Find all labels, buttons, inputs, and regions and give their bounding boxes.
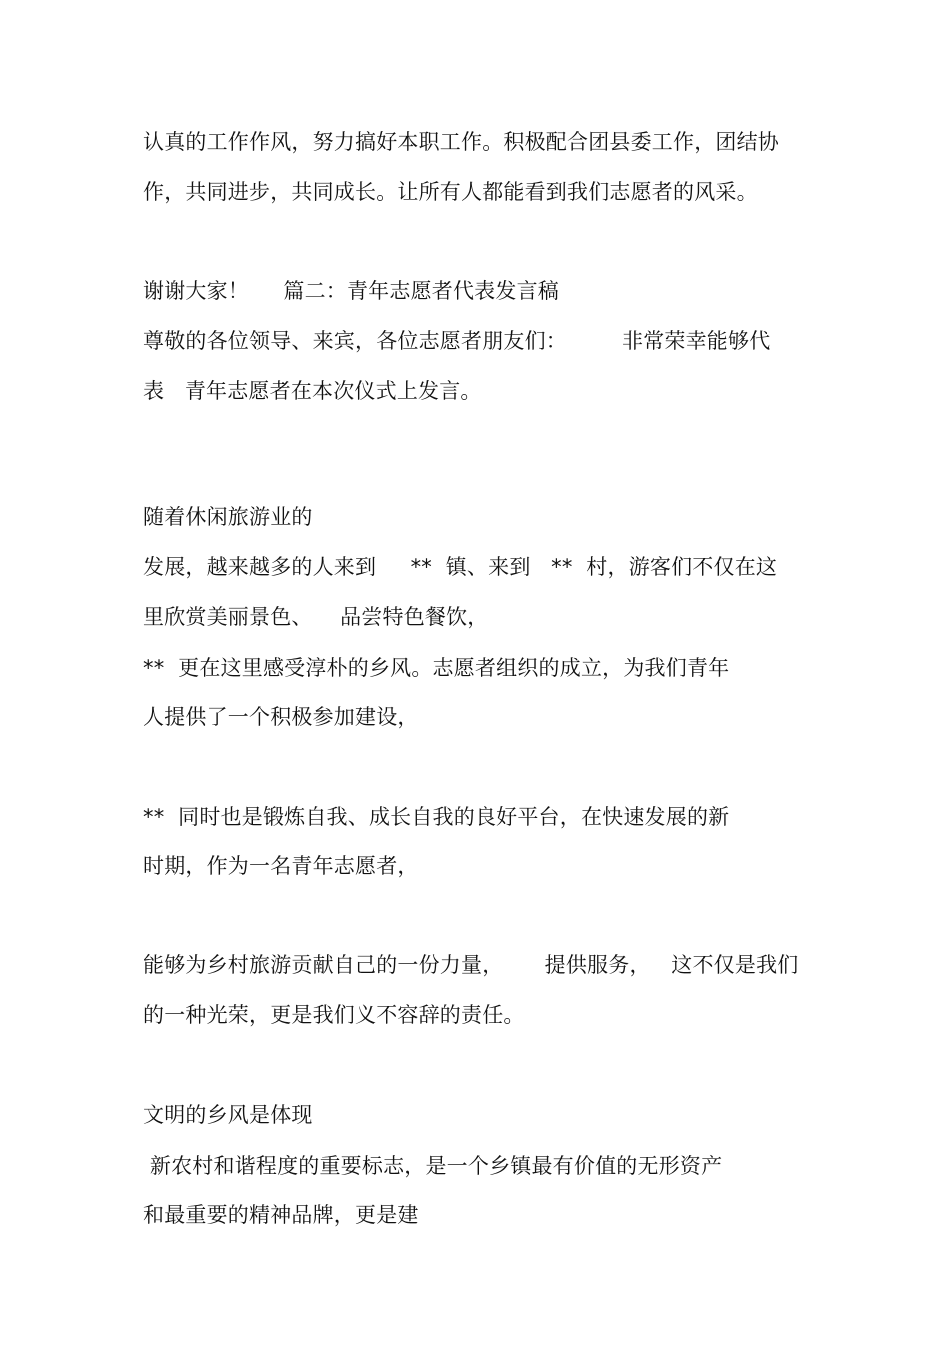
- text-line: 尊敬的各位领导、来宾，各位志愿者朋友们： 非常荣幸能够代: [143, 329, 771, 353]
- text-line: 认真的工作作风，努力搞好本职工作。积极配合团县委工作，团结协: [143, 130, 779, 154]
- text-line: ** 更在这里感受淳朴的乡风。志愿者组织的成立，为我们青年: [143, 656, 730, 680]
- text-line: 时期，作为一名青年志愿者，: [143, 854, 419, 878]
- text-line: 谢谢大家！ 篇二：青年志愿者代表发言稿: [143, 279, 559, 303]
- text-line: 新农村和谐程度的重要标志，是一个乡镇最有价值的无形资产: [143, 1154, 723, 1178]
- text-line: 随着休闲旅游业的: [143, 505, 313, 529]
- text-line: 的一种光荣，更是我们义不容辞的责任。: [143, 1003, 525, 1027]
- text-line: 能够为乡村旅游贡献自己的一份力量， 提供服务， 这不仅是我们: [143, 953, 799, 977]
- text-line: 里欣赏美丽景色、 品尝特色餐饮，: [143, 605, 489, 629]
- text-line: 人提供了一个积极参加建设，: [143, 705, 419, 729]
- text-line: ** 同时也是锻炼自我、成长自我的良好平台，在快速发展的新: [143, 805, 730, 829]
- text-line: 表 青年志愿者在本次仪式上发言。: [143, 379, 482, 403]
- text-line: 发展，越来越多的人来到 ** 镇、来到 ** 村，游客们不仅在这: [143, 555, 778, 579]
- text-line: 文明的乡风是体现: [143, 1103, 313, 1127]
- text-line: 和最重要的精神品牌，更是建: [143, 1203, 419, 1227]
- text-line: 作，共同进步，共同成长。让所有人都能看到我们志愿者的风采。: [143, 180, 758, 204]
